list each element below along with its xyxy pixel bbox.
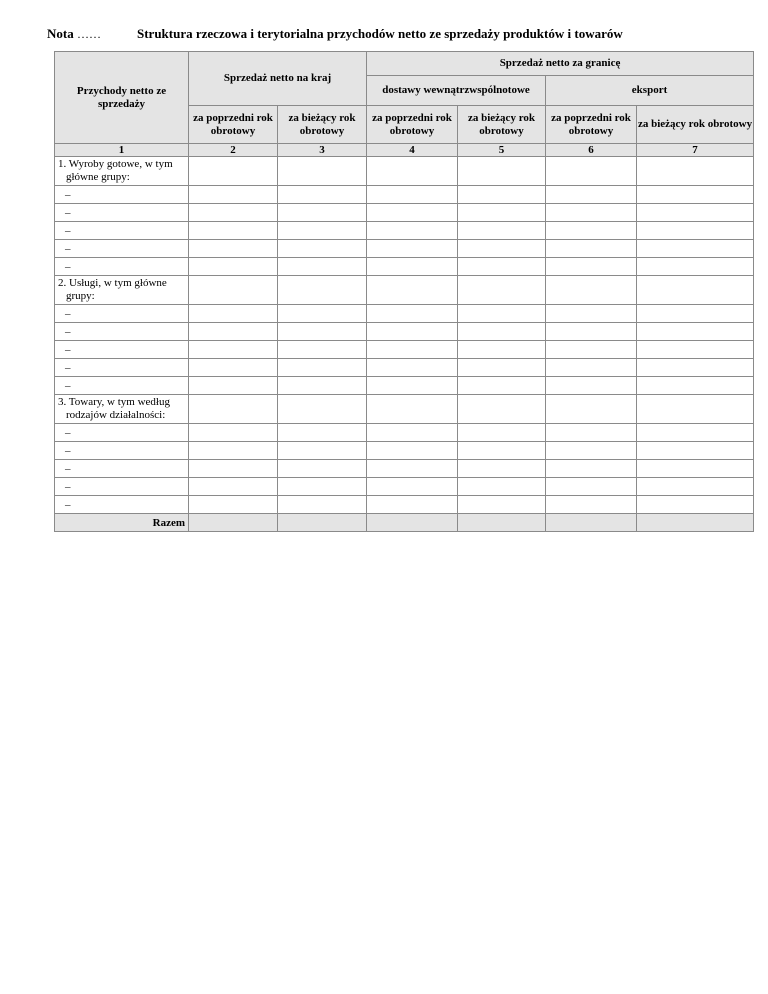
cell[interactable]	[189, 240, 278, 258]
dash-label: –	[55, 496, 189, 514]
cell[interactable]	[367, 424, 458, 442]
total-cell[interactable]	[546, 514, 637, 532]
cell[interactable]	[367, 323, 458, 341]
dash-label: –	[55, 478, 189, 496]
col-6-header: za poprzedni rok obrotowy	[546, 106, 637, 144]
col-number: 7	[637, 144, 754, 157]
cell[interactable]	[637, 478, 754, 496]
cell[interactable]	[278, 186, 367, 204]
nota-label	[47, 26, 101, 42]
cell[interactable]	[546, 460, 637, 478]
dash-label: –	[55, 460, 189, 478]
cell[interactable]	[546, 395, 637, 424]
section-label-line1: 2. Usługi, w tym główne	[58, 277, 167, 289]
dash-label: –	[55, 222, 189, 240]
cell[interactable]	[367, 395, 458, 424]
cell[interactable]	[278, 305, 367, 323]
total-cell[interactable]	[458, 514, 546, 532]
cell[interactable]	[367, 240, 458, 258]
cell[interactable]	[637, 276, 754, 305]
col-7-header: za bieżący rok obrotowy	[637, 106, 754, 144]
section-label-line2: grupy:	[66, 290, 95, 302]
cell[interactable]	[189, 442, 278, 460]
cell[interactable]	[637, 424, 754, 442]
cell[interactable]	[367, 460, 458, 478]
table-row	[55, 258, 754, 276]
export-header: eksport	[546, 76, 754, 106]
cell[interactable]	[546, 496, 637, 514]
total-label: Razem	[55, 514, 189, 532]
cell[interactable]	[278, 204, 367, 222]
cell[interactable]	[546, 478, 637, 496]
cell[interactable]	[546, 377, 637, 395]
cell[interactable]	[189, 323, 278, 341]
nota-number-placeholder: ……	[76, 27, 101, 41]
dash-label: –	[55, 341, 189, 359]
table-row	[55, 424, 754, 442]
col-5-header: za bieżący rok obrotowy	[458, 106, 546, 144]
cell[interactable]	[189, 305, 278, 323]
dash-label: –	[55, 424, 189, 442]
cell[interactable]	[367, 204, 458, 222]
cell[interactable]	[458, 240, 546, 258]
cell[interactable]	[278, 424, 367, 442]
table-row	[55, 204, 754, 222]
row-header-text: Przychody netto ze sprzedaży	[76, 84, 167, 110]
cell[interactable]	[189, 478, 278, 496]
page-title: Struktura rzeczowa i terytorialna przychodów netto ze sprzedaży produktów i towarów	[137, 26, 623, 41]
col-number: 3	[278, 144, 367, 157]
cell[interactable]	[189, 424, 278, 442]
cell[interactable]	[637, 258, 754, 276]
cell[interactable]	[458, 460, 546, 478]
cell[interactable]	[189, 157, 278, 186]
total-cell[interactable]	[367, 514, 458, 532]
cell[interactable]	[189, 204, 278, 222]
cell[interactable]	[458, 157, 546, 186]
table-row	[55, 240, 754, 258]
cell[interactable]	[278, 359, 367, 377]
domestic-sales-header: Sprzedaż netto na kraj	[189, 52, 367, 106]
col-number: 2	[189, 144, 278, 157]
section-label	[55, 157, 189, 186]
total-cell[interactable]	[637, 514, 754, 532]
cell[interactable]	[189, 359, 278, 377]
intra-eu-header: dostawy wewnątrzwspólnotowe	[367, 76, 546, 106]
cell[interactable]	[278, 478, 367, 496]
cell[interactable]	[189, 496, 278, 514]
cell[interactable]	[637, 222, 754, 240]
cell[interactable]	[546, 157, 637, 186]
cell[interactable]	[458, 305, 546, 323]
cell[interactable]	[458, 442, 546, 460]
cell[interactable]	[546, 305, 637, 323]
cell[interactable]	[278, 395, 367, 424]
cell[interactable]	[546, 222, 637, 240]
cell[interactable]	[367, 496, 458, 514]
cell[interactable]	[367, 276, 458, 305]
cell[interactable]	[546, 424, 637, 442]
section-label	[55, 276, 189, 305]
cell[interactable]	[637, 377, 754, 395]
cell[interactable]	[637, 460, 754, 478]
abroad-sales-header: Sprzedaż netto za granicę	[367, 52, 754, 76]
cell[interactable]	[367, 258, 458, 276]
cell[interactable]	[367, 305, 458, 323]
nota-text: Nota	[47, 26, 74, 41]
total-cell[interactable]	[189, 514, 278, 532]
cell[interactable]	[637, 323, 754, 341]
cell[interactable]	[546, 442, 637, 460]
cell[interactable]	[637, 305, 754, 323]
cell[interactable]	[278, 240, 367, 258]
col-number: 6	[546, 144, 637, 157]
cell[interactable]	[278, 323, 367, 341]
table-row	[55, 157, 754, 186]
dash-label: –	[55, 359, 189, 377]
col-3-header: za bieżący rok obrotowy	[278, 106, 367, 144]
cell[interactable]	[637, 341, 754, 359]
table-row	[55, 478, 754, 496]
cell[interactable]	[367, 341, 458, 359]
cell[interactable]	[367, 157, 458, 186]
cell[interactable]	[278, 258, 367, 276]
table-row	[55, 276, 754, 305]
cell[interactable]	[278, 496, 367, 514]
cell[interactable]	[546, 276, 637, 305]
cell[interactable]	[189, 341, 278, 359]
section-label-line1: 1. Wyroby gotowe, w tym	[58, 158, 173, 170]
cell[interactable]	[546, 186, 637, 204]
col-2-header: za poprzedni rok obrotowy	[189, 106, 278, 144]
section-label	[55, 395, 189, 424]
cell[interactable]	[546, 240, 637, 258]
cell[interactable]	[637, 496, 754, 514]
cell[interactable]	[458, 395, 546, 424]
cell[interactable]	[637, 395, 754, 424]
cell[interactable]	[189, 377, 278, 395]
cell[interactable]	[367, 186, 458, 204]
dash-label: –	[55, 258, 189, 276]
cell[interactable]	[458, 377, 546, 395]
dash-label: –	[55, 442, 189, 460]
cell[interactable]	[278, 341, 367, 359]
cell[interactable]	[546, 258, 637, 276]
cell[interactable]	[458, 341, 546, 359]
cell[interactable]	[637, 204, 754, 222]
cell[interactable]	[278, 222, 367, 240]
col-number: 5	[458, 144, 546, 157]
total-cell[interactable]	[278, 514, 367, 532]
dash-label: –	[55, 240, 189, 258]
cell[interactable]	[637, 240, 754, 258]
table-row	[55, 186, 754, 204]
cell[interactable]	[458, 276, 546, 305]
cell[interactable]	[458, 222, 546, 240]
table-row	[55, 377, 754, 395]
col-number: 4	[367, 144, 458, 157]
cell[interactable]	[367, 478, 458, 496]
section-label-line1: 3. Towary, w tym według	[58, 396, 170, 408]
cell[interactable]	[278, 157, 367, 186]
cell[interactable]	[189, 395, 278, 424]
dash-label: –	[55, 323, 189, 341]
col-4-header: za poprzedni rok obrotowy	[367, 106, 458, 144]
dash-label: –	[55, 305, 189, 323]
table-row	[55, 442, 754, 460]
cell[interactable]	[458, 496, 546, 514]
table-row	[55, 359, 754, 377]
cell[interactable]	[458, 258, 546, 276]
cell[interactable]	[367, 359, 458, 377]
cell[interactable]	[367, 442, 458, 460]
cell[interactable]	[189, 460, 278, 478]
cell[interactable]	[278, 377, 367, 395]
total-row	[55, 514, 754, 532]
cell[interactable]	[458, 323, 546, 341]
section-label-line2: główne grupy:	[66, 171, 130, 183]
cell[interactable]	[637, 157, 754, 186]
cell[interactable]	[367, 222, 458, 240]
cell[interactable]	[546, 323, 637, 341]
cell[interactable]	[278, 460, 367, 478]
cell[interactable]	[546, 359, 637, 377]
cell[interactable]	[367, 377, 458, 395]
col-number: 1	[55, 144, 189, 157]
cell[interactable]	[637, 442, 754, 460]
cell[interactable]	[278, 276, 367, 305]
table-row	[55, 222, 754, 240]
cell[interactable]	[458, 186, 546, 204]
section-label-line2: rodzajów działalności:	[66, 409, 166, 421]
table-row	[55, 395, 754, 424]
table-row	[55, 341, 754, 359]
cell[interactable]	[458, 359, 546, 377]
dash-label: –	[55, 204, 189, 222]
cell[interactable]	[458, 424, 546, 442]
cell[interactable]	[637, 359, 754, 377]
revenue-structure-table	[54, 51, 754, 532]
table-row	[55, 323, 754, 341]
cell[interactable]	[189, 276, 278, 305]
cell[interactable]	[546, 341, 637, 359]
cell[interactable]	[189, 186, 278, 204]
column-numbers-row	[55, 144, 754, 157]
cell[interactable]	[637, 186, 754, 204]
cell[interactable]	[546, 204, 637, 222]
table-row	[55, 496, 754, 514]
cell[interactable]	[189, 258, 278, 276]
table-row	[55, 460, 754, 478]
cell[interactable]	[189, 222, 278, 240]
cell[interactable]	[278, 442, 367, 460]
dash-label: –	[55, 186, 189, 204]
dash-label: –	[55, 377, 189, 395]
row-header-cell	[55, 52, 189, 144]
table-row	[55, 305, 754, 323]
cell[interactable]	[458, 204, 546, 222]
cell[interactable]	[458, 478, 546, 496]
